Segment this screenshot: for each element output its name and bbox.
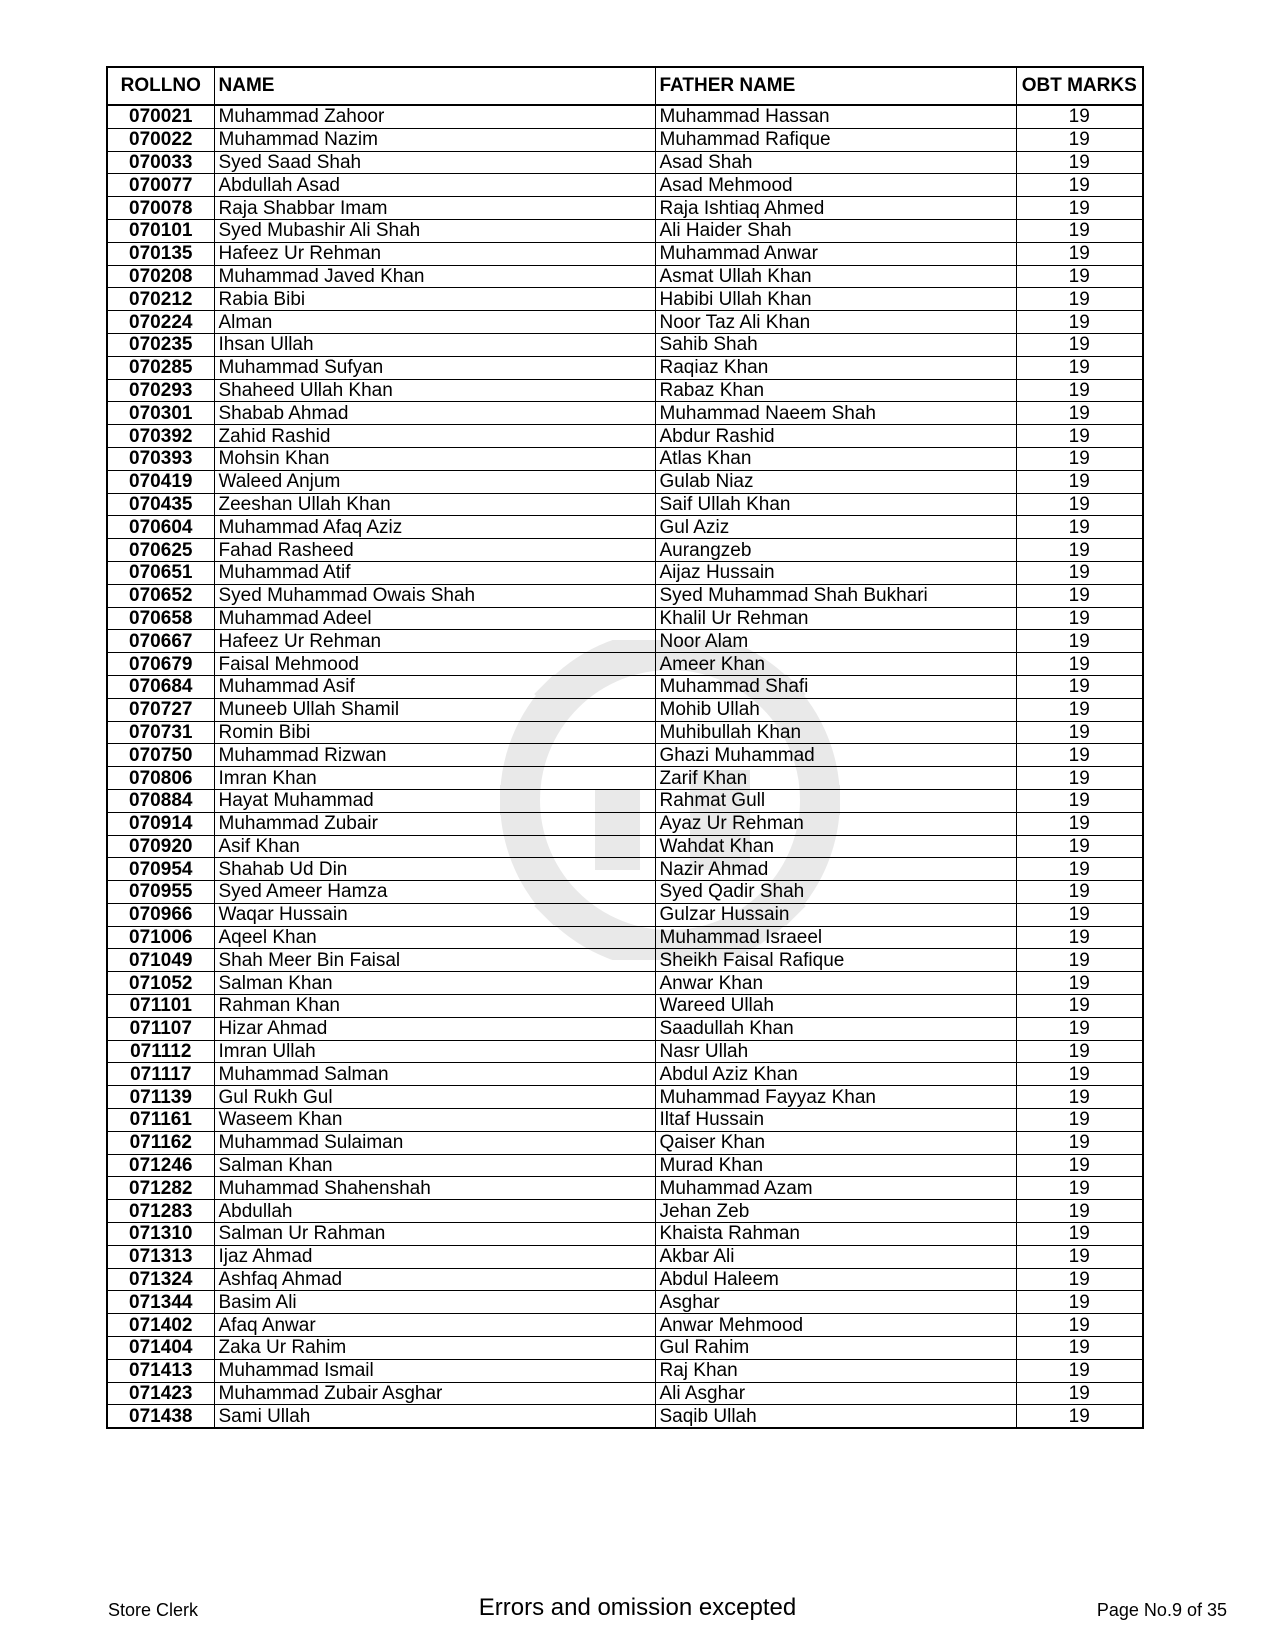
cell-father-name: Nasr Ullah [655,1040,1016,1063]
cell-rollno: 071310 [107,1223,214,1246]
cell-father-name: Gul Rahim [655,1337,1016,1360]
table-row [107,174,1143,197]
cell-rollno: 071246 [107,1154,214,1177]
cell-father-name: Qaiser Khan [655,1131,1016,1154]
cell-name: Salman Khan [214,972,655,995]
table-row [107,789,1143,812]
table-row [107,539,1143,562]
cell-father-name: Atlas Khan [655,447,1016,470]
cell-name: Syed Saad Shah [214,151,655,174]
cell-obt-marks: 19 [1016,767,1143,790]
table-row [107,311,1143,334]
cell-father-name: Asad Mehmood [655,174,1016,197]
cell-father-name: Saqib Ullah [655,1405,1016,1428]
cell-rollno: 071282 [107,1177,214,1200]
cell-name: Abdullah Asad [214,174,655,197]
header-obt-marks: OBT MARKS [1016,67,1143,105]
cell-father-name: Habibi Ullah Khan [655,288,1016,311]
cell-rollno: 071107 [107,1017,214,1040]
cell-obt-marks: 19 [1016,1223,1143,1246]
cell-name: Waleed Anjum [214,470,655,493]
table-row [107,630,1143,653]
cell-obt-marks: 19 [1016,744,1143,767]
table-row [107,516,1143,539]
cell-rollno: 070667 [107,630,214,653]
cell-name: Shah Meer Bin Faisal [214,949,655,972]
table-row [107,1359,1143,1382]
table-row [107,1086,1143,1109]
table-row [107,105,1143,128]
cell-father-name: Asad Shah [655,151,1016,174]
cell-obt-marks: 19 [1016,311,1143,334]
cell-obt-marks: 19 [1016,1291,1143,1314]
cell-father-name: Ghazi Muhammad [655,744,1016,767]
cell-father-name: Rahmat Gull [655,789,1016,812]
cell-rollno: 071423 [107,1382,214,1405]
cell-rollno: 070954 [107,858,214,881]
cell-father-name: Wahdat Khan [655,835,1016,858]
cell-father-name: Nazir Ahmad [655,858,1016,881]
cell-father-name: Syed Qadir Shah [655,881,1016,904]
cell-father-name: Muhammad Fayyaz Khan [655,1086,1016,1109]
cell-rollno: 070135 [107,242,214,265]
table-row [107,1268,1143,1291]
cell-obt-marks: 19 [1016,881,1143,904]
cell-obt-marks: 19 [1016,1040,1143,1063]
cell-rollno: 070806 [107,767,214,790]
table-row [107,607,1143,630]
table-row [107,1131,1143,1154]
cell-father-name: Khalil Ur Rehman [655,607,1016,630]
table-row [107,288,1143,311]
cell-obt-marks: 19 [1016,949,1143,972]
cell-name: Ijaz Ahmad [214,1245,655,1268]
cell-father-name: Asghar [655,1291,1016,1314]
cell-father-name: Murad Khan [655,1154,1016,1177]
cell-rollno: 070955 [107,881,214,904]
cell-rollno: 071313 [107,1245,214,1268]
cell-rollno: 070285 [107,356,214,379]
cell-name: Fahad Rasheed [214,539,655,562]
cell-rollno: 070208 [107,265,214,288]
table-row [107,1405,1143,1428]
cell-father-name: Saif Ullah Khan [655,493,1016,516]
cell-obt-marks: 19 [1016,356,1143,379]
cell-name: Muhammad Salman [214,1063,655,1086]
cell-rollno: 070731 [107,721,214,744]
cell-rollno: 070077 [107,174,214,197]
cell-rollno: 070235 [107,333,214,356]
table-row [107,561,1143,584]
cell-rollno: 070914 [107,812,214,835]
cell-obt-marks: 19 [1016,105,1143,128]
cell-father-name: Gul Aziz [655,516,1016,539]
cell-rollno: 070101 [107,219,214,242]
cell-name: Shabab Ahmad [214,402,655,425]
cell-obt-marks: 19 [1016,926,1143,949]
cell-rollno: 070679 [107,653,214,676]
cell-obt-marks: 19 [1016,698,1143,721]
cell-obt-marks: 19 [1016,561,1143,584]
table-row [107,1177,1143,1200]
cell-rollno: 071162 [107,1131,214,1154]
cell-obt-marks: 19 [1016,607,1143,630]
cell-name: Shaheed Ullah Khan [214,379,655,402]
table-row [107,1382,1143,1405]
cell-name: Syed Muhammad Owais Shah [214,584,655,607]
cell-name: Shahab Ud Din [214,858,655,881]
cell-obt-marks: 19 [1016,1154,1143,1177]
cell-rollno: 070293 [107,379,214,402]
table-row [107,744,1143,767]
cell-rollno: 071006 [107,926,214,949]
cell-obt-marks: 19 [1016,265,1143,288]
table-row [107,972,1143,995]
cell-father-name: Raqiaz Khan [655,356,1016,379]
cell-name: Muhammad Zubair Asghar [214,1382,655,1405]
cell-father-name: Abdul Haleem [655,1268,1016,1291]
cell-father-name: Syed Muhammad Shah Bukhari [655,584,1016,607]
cell-obt-marks: 19 [1016,1268,1143,1291]
cell-obt-marks: 19 [1016,1086,1143,1109]
cell-father-name: Muhammad Israeel [655,926,1016,949]
cell-obt-marks: 19 [1016,789,1143,812]
cell-father-name: Anwar Khan [655,972,1016,995]
cell-rollno: 070684 [107,675,214,698]
cell-rollno: 070212 [107,288,214,311]
cell-name: Hayat Muhammad [214,789,655,812]
cell-father-name: Ali Haider Shah [655,219,1016,242]
table-row [107,1200,1143,1223]
cell-father-name: Ayaz Ur Rehman [655,812,1016,835]
cell-name: Rabia Bibi [214,288,655,311]
cell-father-name: Rabaz Khan [655,379,1016,402]
cell-obt-marks: 19 [1016,288,1143,311]
table-row [107,151,1143,174]
table-row [107,653,1143,676]
table-row [107,1063,1143,1086]
cell-obt-marks: 19 [1016,242,1143,265]
table-row [107,1291,1143,1314]
cell-father-name: Khaista Rahman [655,1223,1016,1246]
cell-rollno: 070604 [107,516,214,539]
footer-store-clerk: Store Clerk [108,1600,199,1620]
cell-obt-marks: 19 [1016,128,1143,151]
cell-father-name: Iltaf Hussain [655,1109,1016,1132]
cell-rollno: 070392 [107,425,214,448]
cell-obt-marks: 19 [1016,721,1143,744]
cell-obt-marks: 19 [1016,630,1143,653]
cell-name: Muhammad Sufyan [214,356,655,379]
cell-rollno: 071049 [107,949,214,972]
table-row [107,1017,1143,1040]
cell-father-name: Aurangzeb [655,539,1016,562]
cell-rollno: 070658 [107,607,214,630]
table-row [107,493,1143,516]
table-row [107,903,1143,926]
table-row [107,675,1143,698]
cell-rollno: 071101 [107,995,214,1018]
table-row [107,356,1143,379]
results-table [106,66,1144,1429]
cell-name: Muhammad Atif [214,561,655,584]
table-row [107,835,1143,858]
cell-rollno: 070419 [107,470,214,493]
cell-rollno: 071402 [107,1314,214,1337]
cell-father-name: Jehan Zeb [655,1200,1016,1223]
table-row [107,698,1143,721]
cell-name: Zahid Rashid [214,425,655,448]
cell-rollno: 070727 [107,698,214,721]
cell-father-name: Raja Ishtiaq Ahmed [655,197,1016,220]
cell-name: Afaq Anwar [214,1314,655,1337]
cell-father-name: Asmat Ullah Khan [655,265,1016,288]
table-row [107,858,1143,881]
table-row [107,926,1143,949]
cell-father-name: Abdul Aziz Khan [655,1063,1016,1086]
header-name: NAME [214,67,655,105]
cell-name: Hafeez Ur Rehman [214,630,655,653]
cell-father-name: Wareed Ullah [655,995,1016,1018]
table-row [107,242,1143,265]
table-row [107,197,1143,220]
cell-name: Muhammad Shahenshah [214,1177,655,1200]
cell-father-name: Ali Asghar [655,1382,1016,1405]
cell-father-name: Ameer Khan [655,653,1016,676]
cell-obt-marks: 19 [1016,835,1143,858]
cell-obt-marks: 19 [1016,425,1143,448]
cell-father-name: Mohib Ullah [655,698,1016,721]
cell-obt-marks: 19 [1016,653,1143,676]
cell-name: Waqar Hussain [214,903,655,926]
cell-obt-marks: 19 [1016,1131,1143,1154]
cell-obt-marks: 19 [1016,1063,1143,1086]
cell-obt-marks: 19 [1016,1405,1143,1428]
cell-father-name: Sahib Shah [655,333,1016,356]
table-row [107,1314,1143,1337]
table-row [107,881,1143,904]
cell-father-name: Zarif Khan [655,767,1016,790]
cell-name: Muhammad Rizwan [214,744,655,767]
cell-rollno: 071404 [107,1337,214,1360]
cell-name: Aqeel Khan [214,926,655,949]
cell-rollno: 070625 [107,539,214,562]
cell-rollno: 070033 [107,151,214,174]
cell-obt-marks: 19 [1016,858,1143,881]
cell-name: Ihsan Ullah [214,333,655,356]
cell-name: Rahman Khan [214,995,655,1018]
cell-rollno: 070435 [107,493,214,516]
cell-rollno: 070393 [107,447,214,470]
cell-father-name: Muhammad Shafi [655,675,1016,698]
cell-name: Muhammad Asif [214,675,655,698]
cell-father-name: Anwar Mehmood [655,1314,1016,1337]
cell-name: Muhammad Sulaiman [214,1131,655,1154]
cell-obt-marks: 19 [1016,1017,1143,1040]
cell-obt-marks: 19 [1016,675,1143,698]
cell-obt-marks: 19 [1016,1109,1143,1132]
cell-rollno: 070920 [107,835,214,858]
table-row [107,128,1143,151]
cell-rollno: 070022 [107,128,214,151]
cell-rollno: 071112 [107,1040,214,1063]
cell-name: Muhammad Adeel [214,607,655,630]
cell-name: Abdullah [214,1200,655,1223]
cell-obt-marks: 19 [1016,1359,1143,1382]
cell-obt-marks: 19 [1016,151,1143,174]
cell-father-name: Muhammad Naeem Shah [655,402,1016,425]
table-row [107,470,1143,493]
table-row [107,425,1143,448]
table-row [107,1040,1143,1063]
footer-page-number: Page No.9 of 35 [1096,1600,1227,1620]
cell-obt-marks: 19 [1016,903,1143,926]
cell-obt-marks: 19 [1016,1337,1143,1360]
cell-father-name: Muhammad Hassan [655,105,1016,128]
cell-name: Salman Ur Rahman [214,1223,655,1246]
cell-father-name: Saadullah Khan [655,1017,1016,1040]
cell-name: Waseem Khan [214,1109,655,1132]
cell-name: Zaka Ur Rahim [214,1337,655,1360]
cell-name: Muhammad Javed Khan [214,265,655,288]
table-header-row [107,67,1143,105]
cell-father-name: Gulzar Hussain [655,903,1016,926]
cell-name: Gul Rukh Gul [214,1086,655,1109]
cell-father-name: Akbar Ali [655,1245,1016,1268]
cell-obt-marks: 19 [1016,1314,1143,1337]
cell-name: Muhammad Ismail [214,1359,655,1382]
cell-obt-marks: 19 [1016,174,1143,197]
cell-rollno: 070652 [107,584,214,607]
cell-obt-marks: 19 [1016,379,1143,402]
table-row [107,767,1143,790]
cell-rollno: 070021 [107,105,214,128]
cell-name: Mohsin Khan [214,447,655,470]
cell-father-name: Noor Alam [655,630,1016,653]
cell-name: Muhammad Zubair [214,812,655,835]
cell-name: Raja Shabbar Imam [214,197,655,220]
cell-father-name: Gulab Niaz [655,470,1016,493]
cell-name: Zeeshan Ullah Khan [214,493,655,516]
cell-obt-marks: 19 [1016,402,1143,425]
cell-obt-marks: 19 [1016,812,1143,835]
table-row [107,379,1143,402]
cell-rollno: 071438 [107,1405,214,1428]
cell-name: Basim Ali [214,1291,655,1314]
cell-name: Muhammad Afaq Aziz [214,516,655,539]
table-row [107,584,1143,607]
cell-rollno: 070651 [107,561,214,584]
header-rollno: ROLLNO [107,67,214,105]
cell-obt-marks: 19 [1016,1245,1143,1268]
table-row [107,265,1143,288]
table-row [107,402,1143,425]
header-father-name: FATHER NAME [655,67,1016,105]
cell-name: Muhammad Zahoor [214,105,655,128]
cell-obt-marks: 19 [1016,584,1143,607]
cell-rollno: 070301 [107,402,214,425]
cell-obt-marks: 19 [1016,972,1143,995]
cell-obt-marks: 19 [1016,516,1143,539]
cell-rollno: 071344 [107,1291,214,1314]
cell-rollno: 070224 [107,311,214,334]
cell-rollno: 070966 [107,903,214,926]
cell-name: Hafeez Ur Rehman [214,242,655,265]
cell-rollno: 070750 [107,744,214,767]
cell-obt-marks: 19 [1016,539,1143,562]
cell-name: Faisal Mehmood [214,653,655,676]
cell-name: Imran Ullah [214,1040,655,1063]
cell-name: Syed Mubashir Ali Shah [214,219,655,242]
cell-father-name: Muhammad Azam [655,1177,1016,1200]
table-row [107,447,1143,470]
cell-name: Hizar Ahmad [214,1017,655,1040]
cell-father-name: Raj Khan [655,1359,1016,1382]
cell-rollno: 071139 [107,1086,214,1109]
cell-rollno: 071117 [107,1063,214,1086]
cell-obt-marks: 19 [1016,1382,1143,1405]
cell-father-name: Muhammad Anwar [655,242,1016,265]
cell-father-name: Noor Taz Ali Khan [655,311,1016,334]
cell-father-name: Muhammad Rafique [655,128,1016,151]
cell-father-name: Muhibullah Khan [655,721,1016,744]
cell-name: Romin Bibi [214,721,655,744]
table-row [107,1223,1143,1246]
cell-rollno: 071161 [107,1109,214,1132]
cell-name: Imran Khan [214,767,655,790]
cell-obt-marks: 19 [1016,333,1143,356]
table-row [107,219,1143,242]
cell-name: Muhammad Nazim [214,128,655,151]
table-row [107,721,1143,744]
table-row [107,995,1143,1018]
cell-name: Muneeb Ullah Shamil [214,698,655,721]
cell-name: Alman [214,311,655,334]
table-row [107,1109,1143,1132]
cell-father-name: Sheikh Faisal Rafique [655,949,1016,972]
cell-name: Salman Khan [214,1154,655,1177]
cell-obt-marks: 19 [1016,447,1143,470]
table-row [107,333,1143,356]
table-row [107,1337,1143,1360]
cell-father-name: Abdur Rashid [655,425,1016,448]
cell-obt-marks: 19 [1016,1177,1143,1200]
cell-obt-marks: 19 [1016,197,1143,220]
cell-obt-marks: 19 [1016,1200,1143,1223]
cell-rollno: 071324 [107,1268,214,1291]
cell-obt-marks: 19 [1016,493,1143,516]
cell-name: Ashfaq Ahmad [214,1268,655,1291]
footer-disclaimer: Errors and omission excepted [478,1594,797,1621]
cell-rollno: 071052 [107,972,214,995]
cell-rollno: 071283 [107,1200,214,1223]
cell-name: Syed Ameer Hamza [214,881,655,904]
table-row [107,949,1143,972]
cell-father-name: Aijaz Hussain [655,561,1016,584]
cell-obt-marks: 19 [1016,995,1143,1018]
cell-obt-marks: 19 [1016,470,1143,493]
cell-rollno: 070884 [107,789,214,812]
cell-name: Sami Ullah [214,1405,655,1428]
cell-obt-marks: 19 [1016,219,1143,242]
table-row [107,1154,1143,1177]
cell-rollno: 071413 [107,1359,214,1382]
cell-name: Asif Khan [214,835,655,858]
cell-rollno: 070078 [107,197,214,220]
table-row [107,812,1143,835]
table-row [107,1245,1143,1268]
